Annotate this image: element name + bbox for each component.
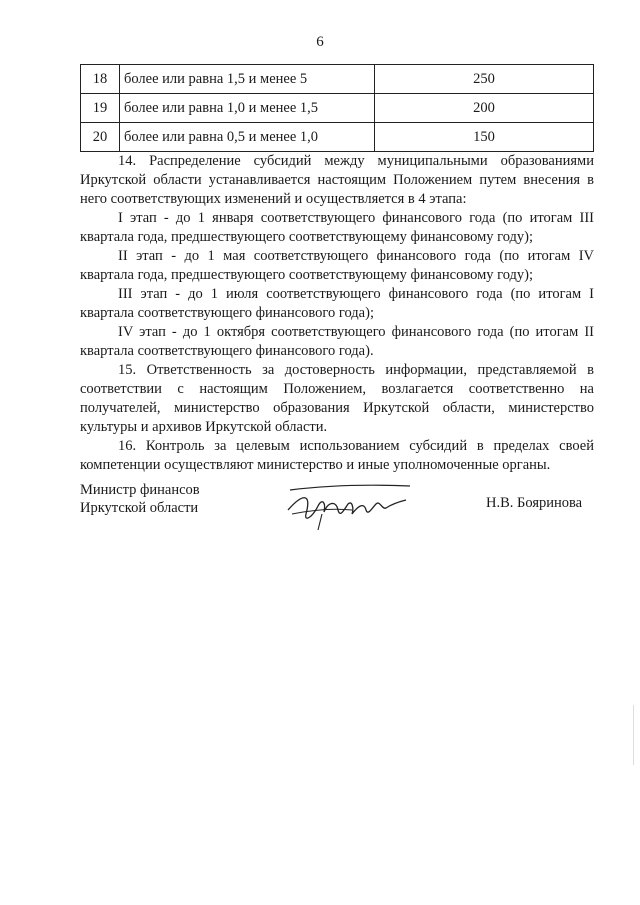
table-row	[81, 123, 594, 152]
signer-title-line1: Министр финансов	[80, 482, 200, 498]
row-number: 18	[81, 65, 120, 94]
signer-title	[80, 481, 200, 517]
paragraph-stage-1: I этап - до 1 января соответствующего финансового года (по итогам III квартала года, предшествующего соответствующему финансовому году);	[80, 210, 594, 245]
document-body	[80, 152, 594, 475]
paragraph-16: 16. Контроль за целевым использованием субсидий в пределах своей компетенции осуществляют министерство и иные уполномоченные органы.	[80, 438, 594, 473]
row-number: 19	[81, 94, 120, 123]
signer-name: Н.В. Бояринова	[486, 495, 583, 511]
paragraph-stage-3: III этап - до 1 июля соответствующего финансового года (по итогам I квартала соответствующего финансового года);	[80, 286, 594, 321]
page-number: 6	[316, 34, 324, 50]
handwritten-signature	[282, 480, 418, 532]
paragraph-14: 14. Распределение субсидий между муниципальными образованиями Иркутской области устанавливается настоящим Положением путем внесения в него соответствующих изменений и осуществляется в 4 этапа:	[80, 153, 594, 207]
table-row	[81, 94, 594, 123]
row-number: 20	[81, 123, 120, 152]
row-condition: более или равна 1,0 и менее 1,5	[120, 94, 375, 123]
row-value: 250	[375, 65, 594, 94]
table-row	[81, 65, 594, 94]
scan-artifact	[633, 705, 634, 765]
row-condition: более или равна 0,5 и менее 1,0	[120, 123, 375, 152]
row-condition: более или равна 1,5 и менее 5	[120, 65, 375, 94]
paragraph-stage-4: IV этап - до 1 октября соответствующего финансового года (по итогам II квартала соответствующего финансового года).	[80, 324, 594, 359]
row-value: 150	[375, 123, 594, 152]
row-value: 200	[375, 94, 594, 123]
subsidy-table	[80, 64, 594, 152]
signer-title-line2: Иркутской области	[80, 500, 199, 516]
paragraph-stage-2: II этап - до 1 мая соответствующего финансового года (по итогам IV квартала года, предшествующего соответствующему финансовому году);	[80, 248, 594, 283]
paragraph-15: 15. Ответственность за достоверность информации, представляемой в соответствии с настоящим Положением, возлагается соответственно на получателей, министерство образования Иркутской области, министерство культуры и архивов Иркутской области.	[80, 362, 594, 435]
